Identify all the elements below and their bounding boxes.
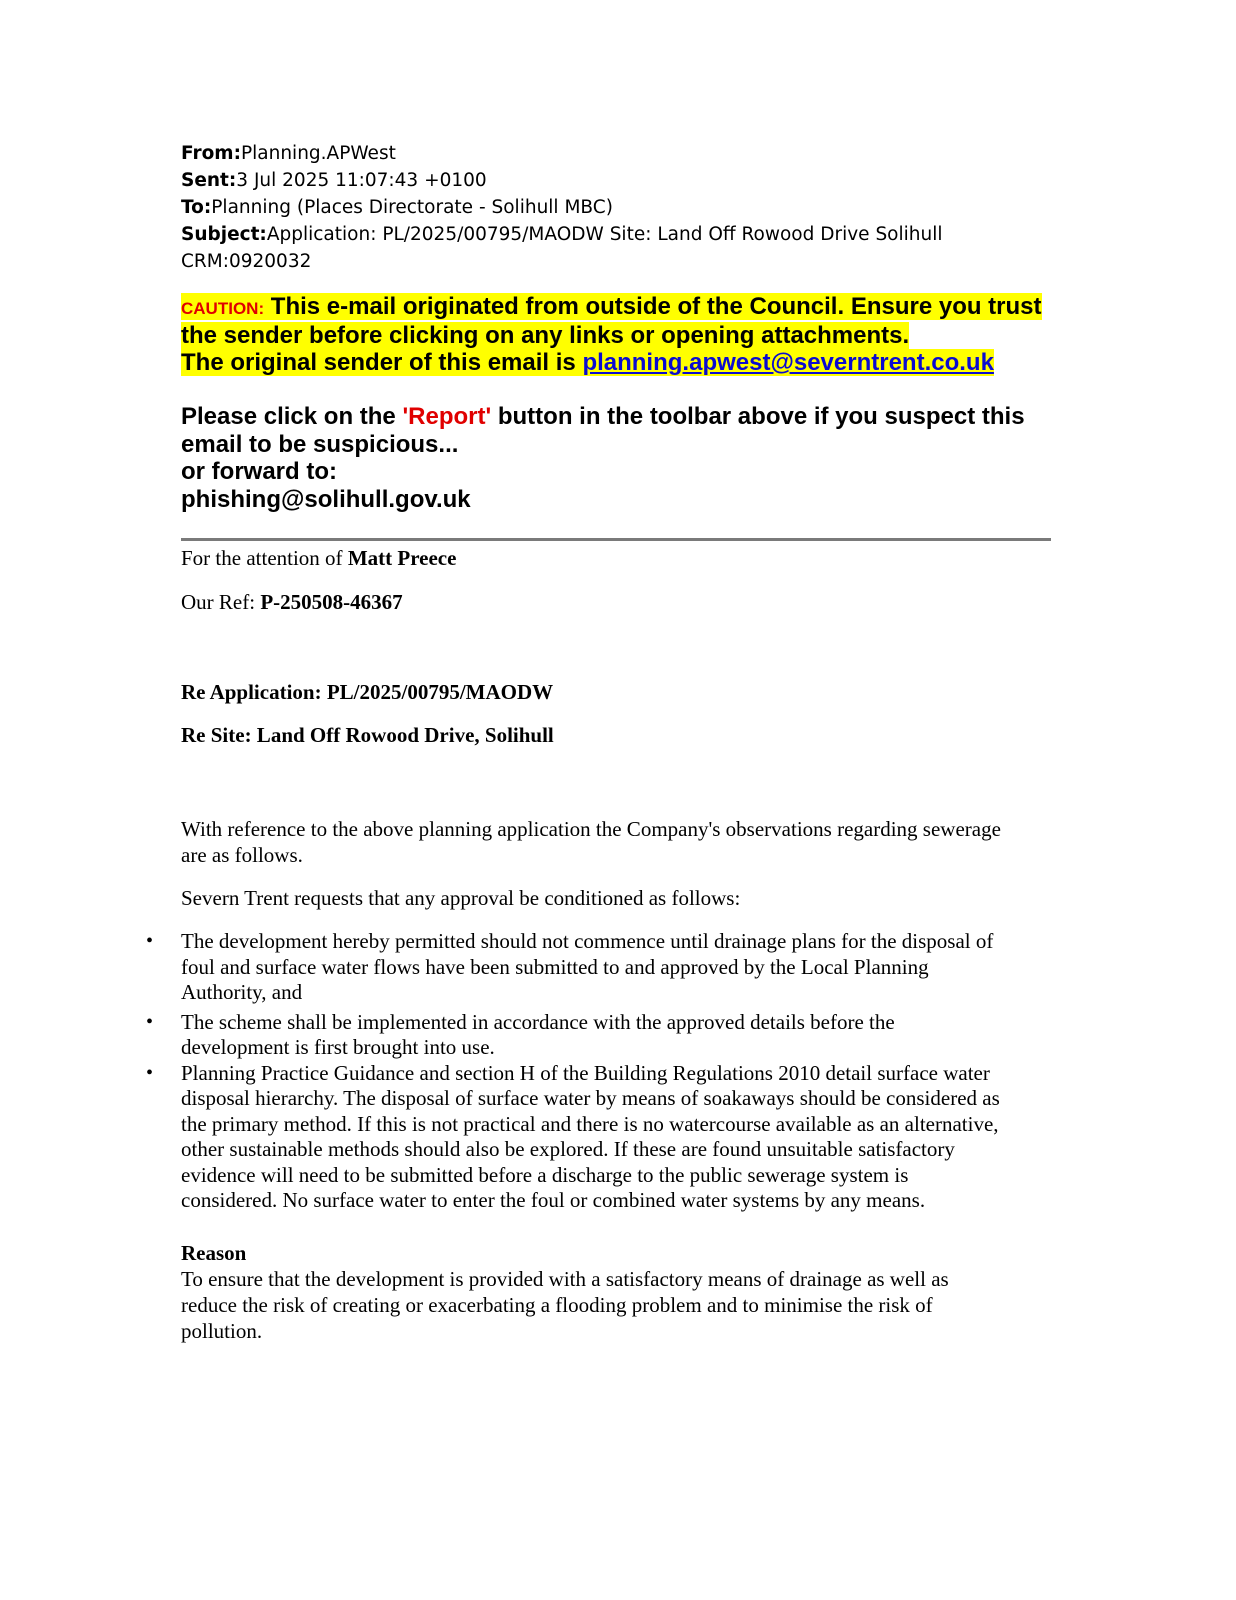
report-notice: Please click on the 'Report' button in the toolbar above if you suspect this email to be suspicious... or forward to: phishing@solihull.gov.uk [181, 403, 1051, 513]
sender-email-link[interactable]: planning.apwest@severntrent.co.uk [582, 349, 994, 376]
email-document [146, 140, 1051, 1344]
list-item: • The scheme shall be implemented in accordance with the approved details before the development is first brought into use. [146, 1009, 895, 1059]
reason-heading: Reason [181, 1240, 247, 1265]
list-item: • Planning Practice Guidance and section H of the Building Regulations 2010 detail surface water disposal hierarchy. The disposal of surface water by means of soakaways should be considered as the primary method. If this is not practical and there is no watercourse available as an alternative, other sustainable methods should also be explored. If these are found unsuitable satisfactory evidence will need to be submitted before a discharge to the public sewerage system is considered. No surface water to enter the foul or combined water systems by any means. [146, 1060, 1000, 1212]
attention-name: Matt Preece [347, 546, 457, 570]
site-line: Re Site: Land Off Rowood Drive, Solihull [181, 723, 554, 747]
bullet-icon: • [146, 930, 154, 952]
request-paragraph: Severn Trent requests that any approval be conditioned as follows: [181, 886, 741, 910]
caution-line-2: the sender before clicking on any links or opening attachments. [181, 322, 910, 349]
caution-label: CAUTION: [181, 299, 265, 318]
to-line: To:Planning (Places Directorate - Solihull MBC) [181, 197, 613, 218]
reason-paragraph: To ensure that the development is provided with a satisfactory means of drainage as well as reduce the risk of creating or exacerbating a flooding problem and to minimise the risk of pollution. [181, 1266, 949, 1343]
crm-line: CRM:0920032 [181, 251, 312, 272]
from-value: Planning.APWest [240, 143, 396, 164]
bullet-icon: • [146, 1010, 154, 1033]
subject-value: Application: PL/2025/00795/MAODW Site: Land Off Rowood Drive Solihull [266, 224, 943, 245]
caution-banner [181, 293, 1051, 376]
report-button-mention: 'Report' [402, 403, 492, 430]
subject-line: Subject:Application: PL/2025/00795/MAODW Site: Land Off Rowood Drive Solihull [181, 224, 943, 245]
conditions-list [146, 929, 1051, 1214]
reference-number: P-250508-46367 [260, 590, 403, 614]
divider [181, 538, 1051, 541]
from-line: From:Planning.APWest [181, 143, 396, 164]
to-value: Planning (Places Directorate - Solihull MBC) [211, 197, 613, 218]
bullet-icon: • [146, 1061, 154, 1084]
phishing-email: phishing@solihull.gov.uk [181, 485, 471, 513]
email-header [181, 140, 1051, 275]
application-line: Re Application: PL/2025/00795/MAODW [181, 680, 554, 704]
attention-line: For the attention of Matt Preece [181, 546, 457, 570]
caution-line-1: This e-mail originated from outside of the Council. Ensure you trust [270, 293, 1042, 320]
caution-line-3: The original sender of this email is [181, 349, 583, 376]
sent-line: Sent:3 Jul 2025 11:07:43 +0100 [181, 170, 487, 191]
sent-value: 3 Jul 2025 11:07:43 +0100 [236, 170, 487, 191]
reference-line: Our Ref: P-250508-46367 [181, 590, 403, 614]
intro-paragraph: With reference to the above planning application the Company's observations regarding sewerage are as follows. [181, 817, 1001, 867]
list-item: • The development hereby permitted should not commence until drainage plans for the disposal of foul and surface water flows have been submitted to and approved by the Local Planning Authority, and [146, 929, 994, 1004]
